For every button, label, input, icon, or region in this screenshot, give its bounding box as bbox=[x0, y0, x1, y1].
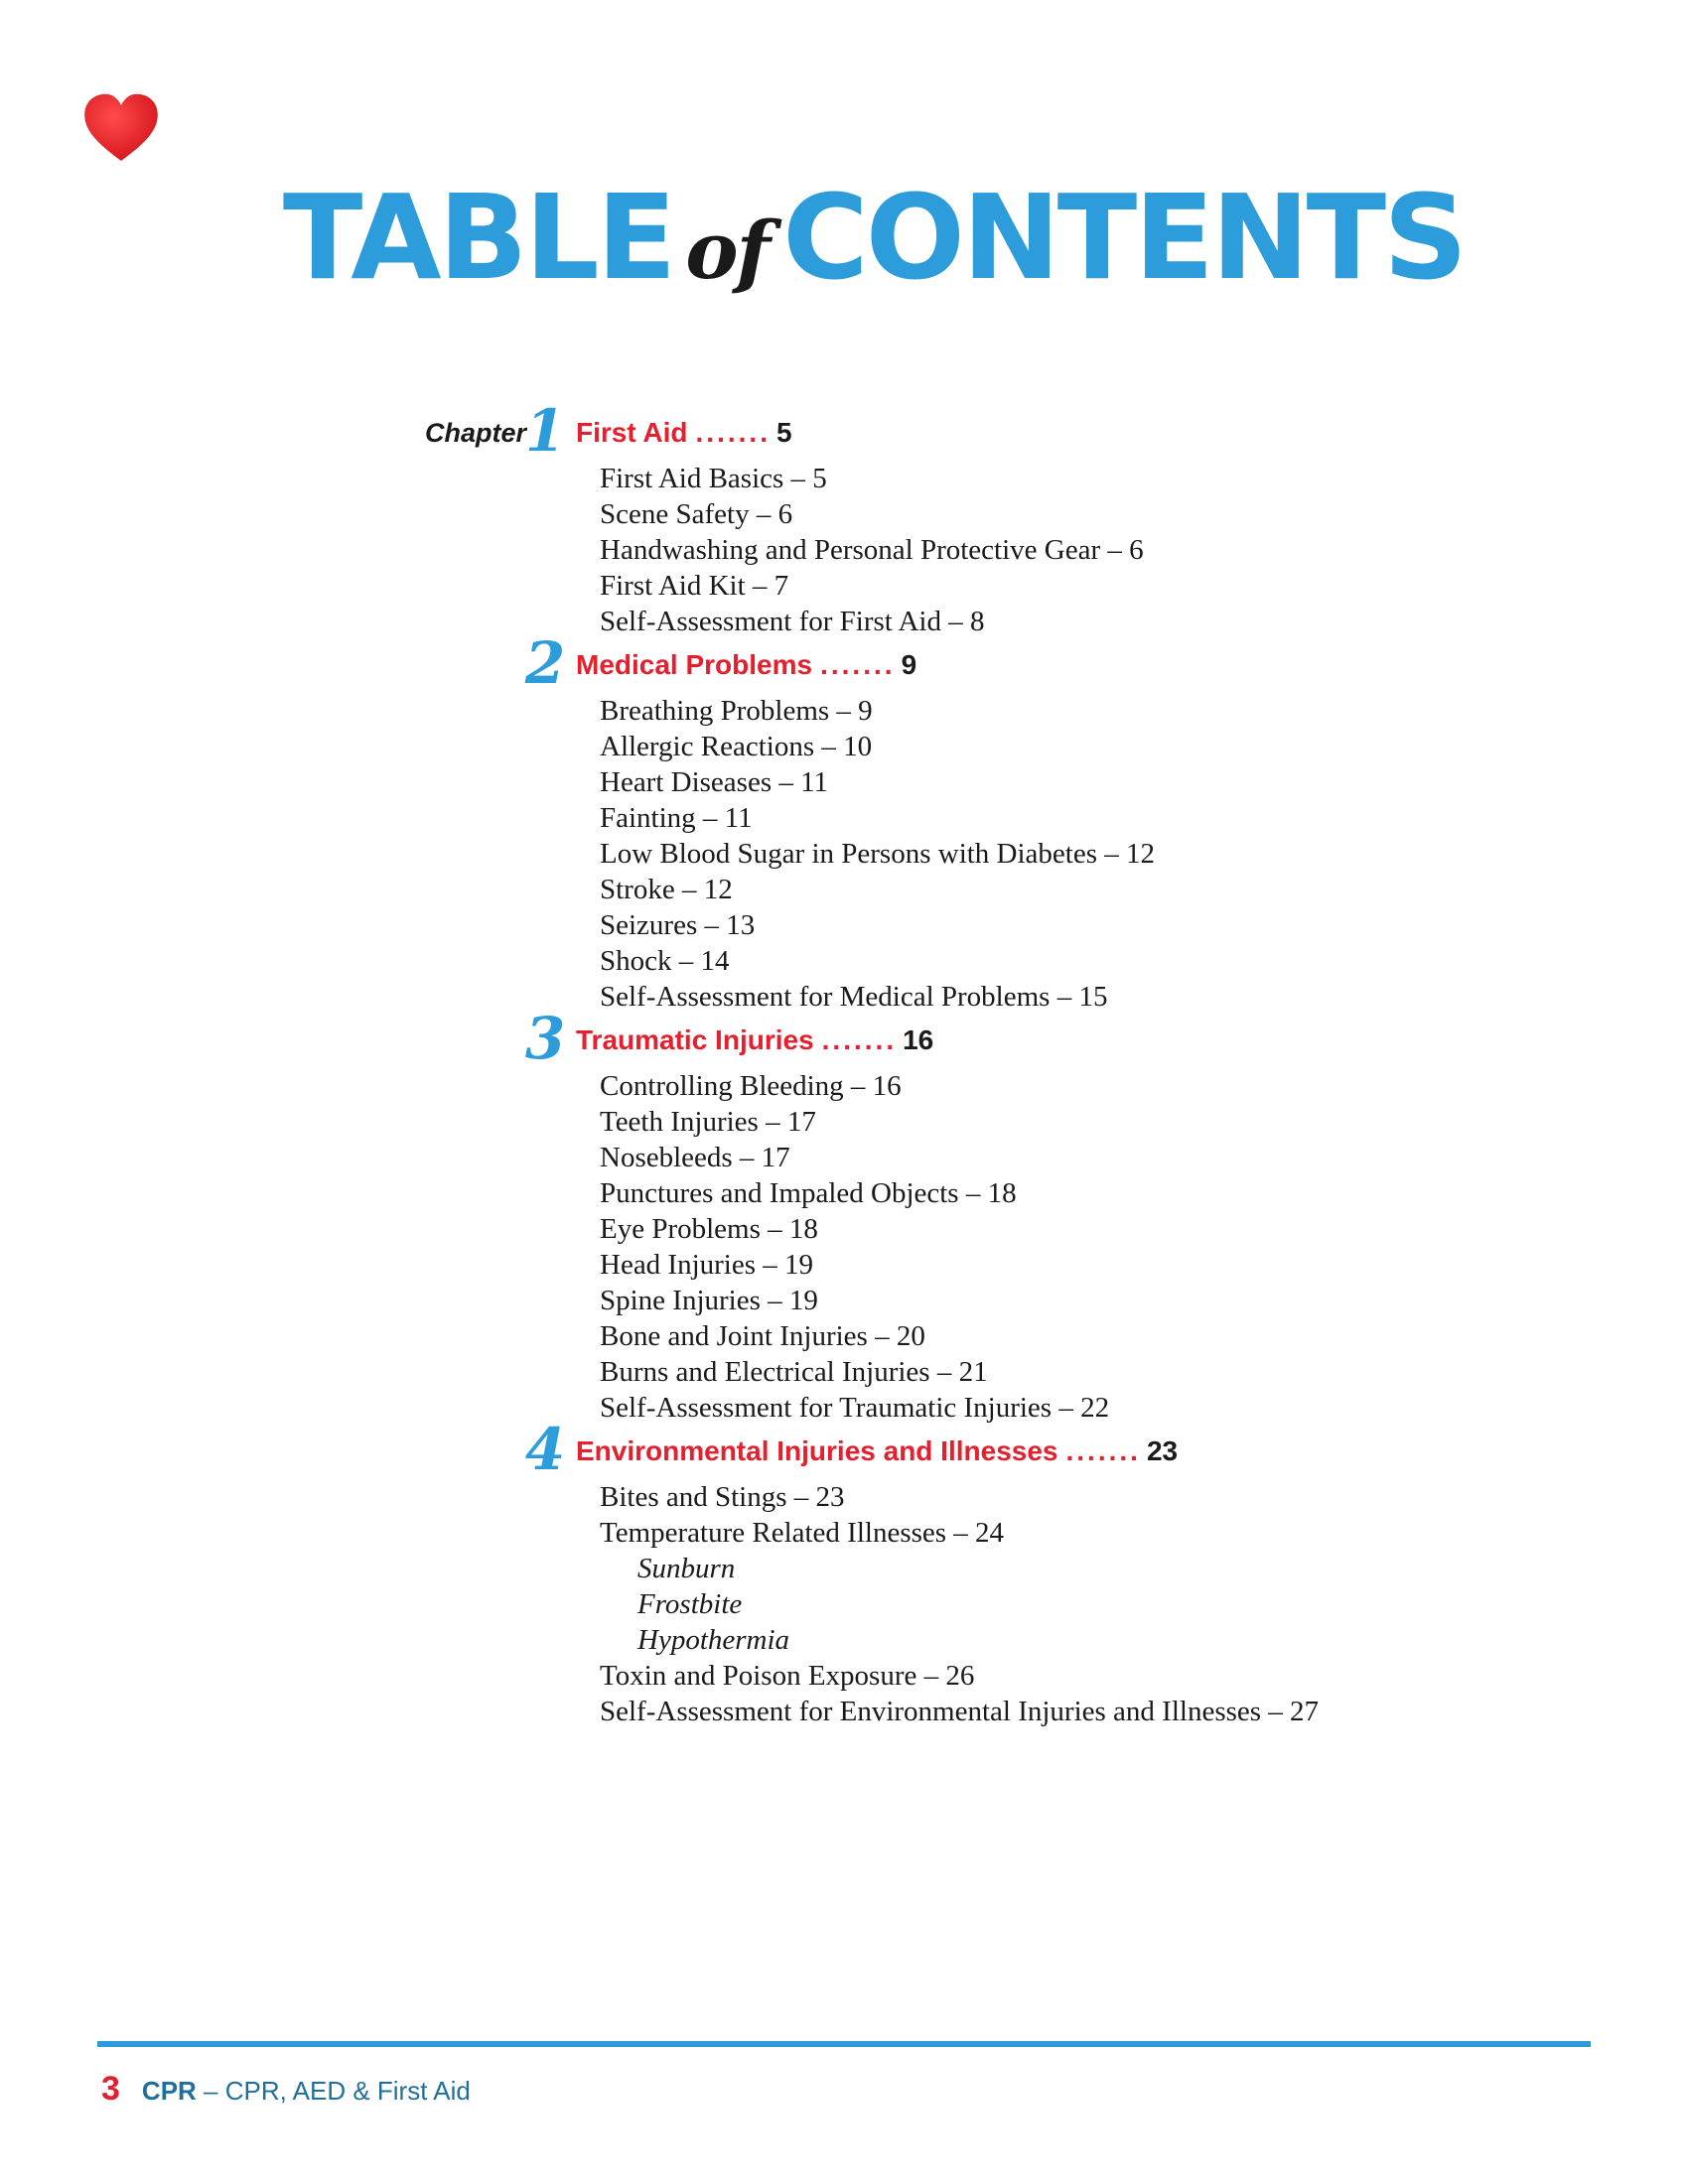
toc-topic[interactable]: Punctures and Impaled Objects – 18 bbox=[600, 1177, 1017, 1209]
toc-subtopic[interactable]: Sunburn bbox=[637, 1553, 736, 1584]
toc-topic[interactable]: Handwashing and Personal Protective Gear – 6 bbox=[600, 534, 1144, 566]
chapter-label: Chapter bbox=[425, 418, 527, 448]
toc-topic[interactable]: Stroke – 12 bbox=[600, 874, 733, 905]
chapter-section bbox=[425, 1005, 1418, 1426]
heart-icon bbox=[81, 89, 161, 169]
footer-page-number: 3 bbox=[101, 2070, 120, 2108]
toc-topic[interactable]: Self-Assessment for Environmental Injuries and Illnesses – 27 bbox=[600, 1696, 1320, 1727]
chapter-section bbox=[425, 629, 1418, 1015]
chapter-number: 3 bbox=[524, 1005, 566, 1072]
toc-topic[interactable]: Shock – 14 bbox=[600, 945, 730, 977]
toc-topic[interactable]: First Aid Kit – 7 bbox=[600, 570, 789, 602]
chapter-title: Environmental Injuries and Illnesses bbox=[576, 1435, 1058, 1466]
chapter-page-number: 9 bbox=[901, 649, 917, 680]
toc-topic[interactable]: Spine Injuries – 19 bbox=[600, 1285, 818, 1316]
toc-topic[interactable]: Fainting – 11 bbox=[600, 802, 753, 834]
toc-topic[interactable]: Heart Diseases – 11 bbox=[600, 766, 829, 798]
chapter-heading[interactable] bbox=[425, 397, 1418, 465]
chapter-title: Traumatic Injuries bbox=[576, 1024, 814, 1055]
toc-topic[interactable]: Bites and Stings – 23 bbox=[600, 1481, 845, 1513]
toc-topic[interactable]: Scene Safety – 6 bbox=[600, 498, 793, 530]
page-title bbox=[0, 169, 1688, 306]
toc-topic[interactable]: Temperature Related Illnesses – 24 bbox=[600, 1517, 1005, 1549]
toc-subtopic[interactable]: Frostbite bbox=[637, 1588, 743, 1620]
toc-topic[interactable]: Head Injuries – 19 bbox=[600, 1249, 814, 1281]
toc-topic[interactable]: Teeth Injuries – 17 bbox=[600, 1106, 816, 1138]
toc-subtopic[interactable]: Hypothermia bbox=[637, 1624, 790, 1656]
footer-brand: CPR bbox=[141, 2076, 197, 2106]
title-right: CONTENTS bbox=[782, 169, 1466, 306]
footer-divider bbox=[97, 2041, 1591, 2047]
toc-topic[interactable]: First Aid Basics – 5 bbox=[600, 463, 827, 494]
toc-topic[interactable]: Self-Assessment for First Aid – 8 bbox=[600, 606, 985, 637]
chapter-heading[interactable] bbox=[425, 1005, 1418, 1072]
chapter-heading[interactable] bbox=[425, 1416, 1418, 1483]
chapter-leader-dots: ....... bbox=[821, 1024, 898, 1055]
toc-topic[interactable]: Bone and Joint Injuries – 20 bbox=[600, 1320, 925, 1352]
chapter-title: Medical Problems bbox=[576, 649, 813, 680]
chapter-topic-list bbox=[425, 1068, 1418, 1426]
chapter-number: 2 bbox=[524, 629, 566, 697]
chapter-page-number: 5 bbox=[776, 417, 792, 448]
chapter-topic-list bbox=[425, 1479, 1418, 1729]
chapter-section bbox=[425, 1416, 1418, 1729]
toc-topic[interactable]: Controlling Bleeding – 16 bbox=[600, 1070, 902, 1102]
toc-topic[interactable]: Low Blood Sugar in Persons with Diabetes – 12 bbox=[600, 838, 1156, 870]
chapter-title: First Aid bbox=[576, 417, 688, 448]
toc-topic[interactable]: Burns and Electrical Injuries – 21 bbox=[600, 1356, 988, 1388]
title-of: of bbox=[685, 204, 770, 297]
chapter-leader-dots: ....... bbox=[1065, 1435, 1141, 1466]
toc-topic[interactable]: Self-Assessment for Traumatic Injuries – 22 bbox=[600, 1392, 1110, 1424]
toc-topic[interactable]: Seizures – 13 bbox=[600, 909, 756, 941]
chapter-heading[interactable] bbox=[425, 629, 1418, 697]
toc-topic[interactable]: Eye Problems – 18 bbox=[600, 1213, 818, 1245]
toc-topic[interactable]: Nosebleeds – 17 bbox=[600, 1142, 790, 1173]
toc-topic[interactable]: Allergic Reactions – 10 bbox=[600, 731, 873, 762]
toc-topic[interactable]: Self-Assessment for Medical Problems – 15 bbox=[600, 981, 1108, 1013]
chapter-topic-list bbox=[425, 693, 1418, 1015]
chapter-topic-list bbox=[425, 461, 1418, 639]
footer-subtitle: – CPR, AED & First Aid bbox=[196, 2076, 471, 2106]
chapter-leader-dots: ....... bbox=[695, 417, 771, 448]
chapter-section bbox=[425, 397, 1418, 639]
chapter-number: 4 bbox=[524, 1416, 566, 1483]
table-of-contents bbox=[425, 397, 1418, 1729]
title-left: TABLE bbox=[282, 169, 674, 306]
chapter-page-number: 16 bbox=[903, 1024, 934, 1055]
toc-topic[interactable]: Toxin and Poison Exposure – 26 bbox=[600, 1660, 975, 1692]
toc-topic[interactable]: Breathing Problems – 9 bbox=[600, 695, 873, 727]
page-footer bbox=[101, 2069, 471, 2109]
chapter-number: 1 bbox=[524, 397, 566, 465]
chapter-leader-dots: ....... bbox=[820, 649, 896, 680]
chapter-page-number: 23 bbox=[1146, 1435, 1179, 1466]
